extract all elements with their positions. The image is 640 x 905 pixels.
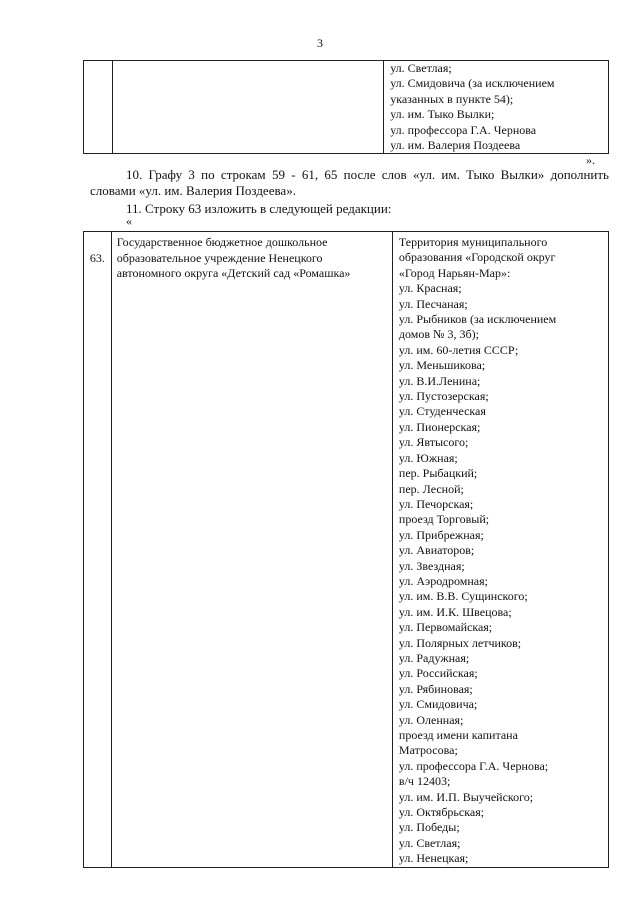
territory-line: ул. Светлая; [398,835,461,850]
territory-line: ул. Радужная; [398,650,470,665]
street-line: ул. Смидовича (за исключением [390,76,555,91]
institution-cell [111,232,392,868]
territory-line: ул. Меньшикова; [398,358,486,373]
territory-line: ул. Пустозерская; [398,389,489,404]
street-line: ул. профессора Г.А. Чернова [390,122,537,137]
territory-line: ул. Рябиновая; [398,681,473,696]
continuation-table [83,60,609,154]
closing-quote: ». [586,153,595,167]
territory-line: ул. Звездная; [398,558,465,573]
territory-line: «Город Нарьян-Мар»: [398,265,511,280]
territory-line: ул. Печорская; [398,496,474,511]
territory-cell [392,232,608,868]
street-line: ул. им. Тыко Вылки; [390,107,495,122]
territory-line: ул. Смидовича; [398,697,478,712]
paragraph-11: 11. Строку 63 изложить в следующей редакции: [126,201,392,216]
territory-line: ул. Полярных летчиков; [398,635,522,650]
institution-line: образовательное учреждение Ненецкого [116,250,323,265]
territory-line: ул. Победы; [398,820,460,835]
paragraph-10: 10. Графу 3 по строкам 59 - 61, 65 после слов «ул. им. Тыко Вылки» дополнить словами «ул. им. Валерия Поздеева». [90,167,609,198]
territory-line: ул. Рыбников (за исключением [398,312,557,327]
territory-line: пер. Рыбацкий; [398,466,478,481]
territory-line: ул. Октябрьская; [398,805,485,820]
territory-line: Матросова; [398,743,458,758]
territory-line: ул. Российская; [398,666,478,681]
territory-line: ул. Явтысого; [398,435,469,450]
street-line: указанных в пункте 54); [390,91,514,106]
page-number: 3 [317,36,323,50]
street-line: ул. им. Валерия Поздеева [390,138,521,153]
territory-line: ул. им. В.В. Сущинского; [398,589,528,604]
territory-line: в/ч 12403; [398,774,451,789]
territory-line: ул. им. 60-летия СССР; [398,342,519,357]
territory-line: ул. Песчаная; [398,296,468,311]
table-row [84,61,609,154]
territory-line: ул. Пионерская; [398,419,481,434]
institution-line: Государственное бюджетное дошкольное [116,235,328,249]
territory-line: ул. Ненецкая; [398,851,469,866]
territory-line: ул. Южная; [398,450,458,465]
territory-line: образования «Городской округ [398,250,556,265]
territory-line: ул. В.И.Ленина; [398,373,481,388]
territory-line: ул. профессора Г.А. Чернова; [398,758,549,773]
territory-line: Территория муниципального [398,235,548,249]
territory-line: ул. Первомайская; [398,620,493,635]
territory-line: ул. Аэродромная; [398,573,488,588]
row-number: 63. [84,232,112,868]
row-63-table [83,231,609,868]
institution-line: автономного округа «Детский сад «Ромашка» [116,266,351,281]
territory-line: ул. Авиаторов; [398,543,475,558]
territory-line: ул. Красная; [398,281,462,296]
territory-line: ул. им. И.К. Швецова; [398,604,512,619]
territory-line: ул. Прибрежная; [398,527,484,542]
table-row [84,232,609,868]
territory-line: домов № 3, 3б); [398,327,479,342]
institution-cell [113,61,384,154]
opening-quote: « [126,214,132,228]
territory-line: ул. Оленная; [398,712,464,727]
territory-line: ул. им. И.П. Выучейского; [398,789,534,804]
street-line: ул. Светлая; [390,61,452,75]
territory-cell [384,61,609,154]
territory-line: пер. Лесной; [398,481,464,496]
territory-line: ул. Студенческая [398,404,486,419]
territory-line: проезд Торговый; [398,512,490,527]
number-cell [84,61,113,154]
territory-line: проезд имени капитана [398,728,518,742]
